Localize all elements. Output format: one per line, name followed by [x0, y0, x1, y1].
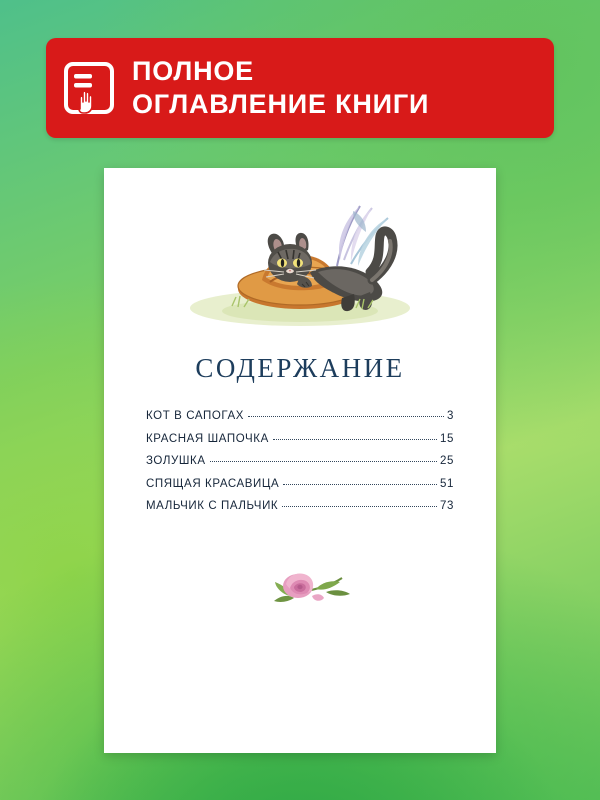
- toc-entry-title: МАЛЬЧИК С ПАЛЬЧИК: [146, 500, 279, 512]
- toc-leader-dots: [273, 439, 437, 440]
- toc-entry-page: 3: [447, 410, 454, 422]
- book-page: [104, 168, 496, 753]
- list-item: [146, 478, 454, 490]
- table-of-contents: [146, 410, 454, 512]
- list-item: [146, 433, 454, 445]
- toc-leader-dots: [248, 416, 444, 417]
- toc-entry-page: 73: [440, 500, 454, 512]
- kitten-in-hat-illustration: [104, 168, 496, 343]
- list-item: [146, 455, 454, 467]
- toc-leader-dots: [282, 506, 437, 507]
- promo-banner-text: [132, 55, 429, 121]
- toc-entry-title: КОТ В САПОГАХ: [146, 410, 245, 422]
- list-item: [146, 410, 454, 422]
- promo-banner-line-1: ПОЛНОЕ: [132, 56, 254, 87]
- toc-entry-page: 51: [440, 477, 454, 490]
- promo-banner-line-2: ОГЛАВЛЕНИЕ КНИГИ: [132, 89, 430, 119]
- promo-banner: [46, 38, 554, 138]
- rose-ornament: [104, 556, 496, 616]
- list-item: [146, 500, 454, 512]
- toc-entry-page: 25: [440, 455, 454, 467]
- toc-entry-title: СПЯЩАЯ КРАСАВИЦА: [146, 477, 280, 490]
- page-title: СОДЕРЖАНИЕ: [195, 353, 405, 383]
- toc-entry-title: ЗОЛУШКА: [146, 455, 206, 467]
- toc-leader-dots: [283, 484, 437, 485]
- book-hand-icon: [46, 38, 132, 138]
- toc-entry-title: КРАСНАЯ ШАПОЧКА: [146, 432, 269, 445]
- toc-leader-dots: [210, 461, 437, 462]
- toc-entry-page: 15: [440, 432, 454, 445]
